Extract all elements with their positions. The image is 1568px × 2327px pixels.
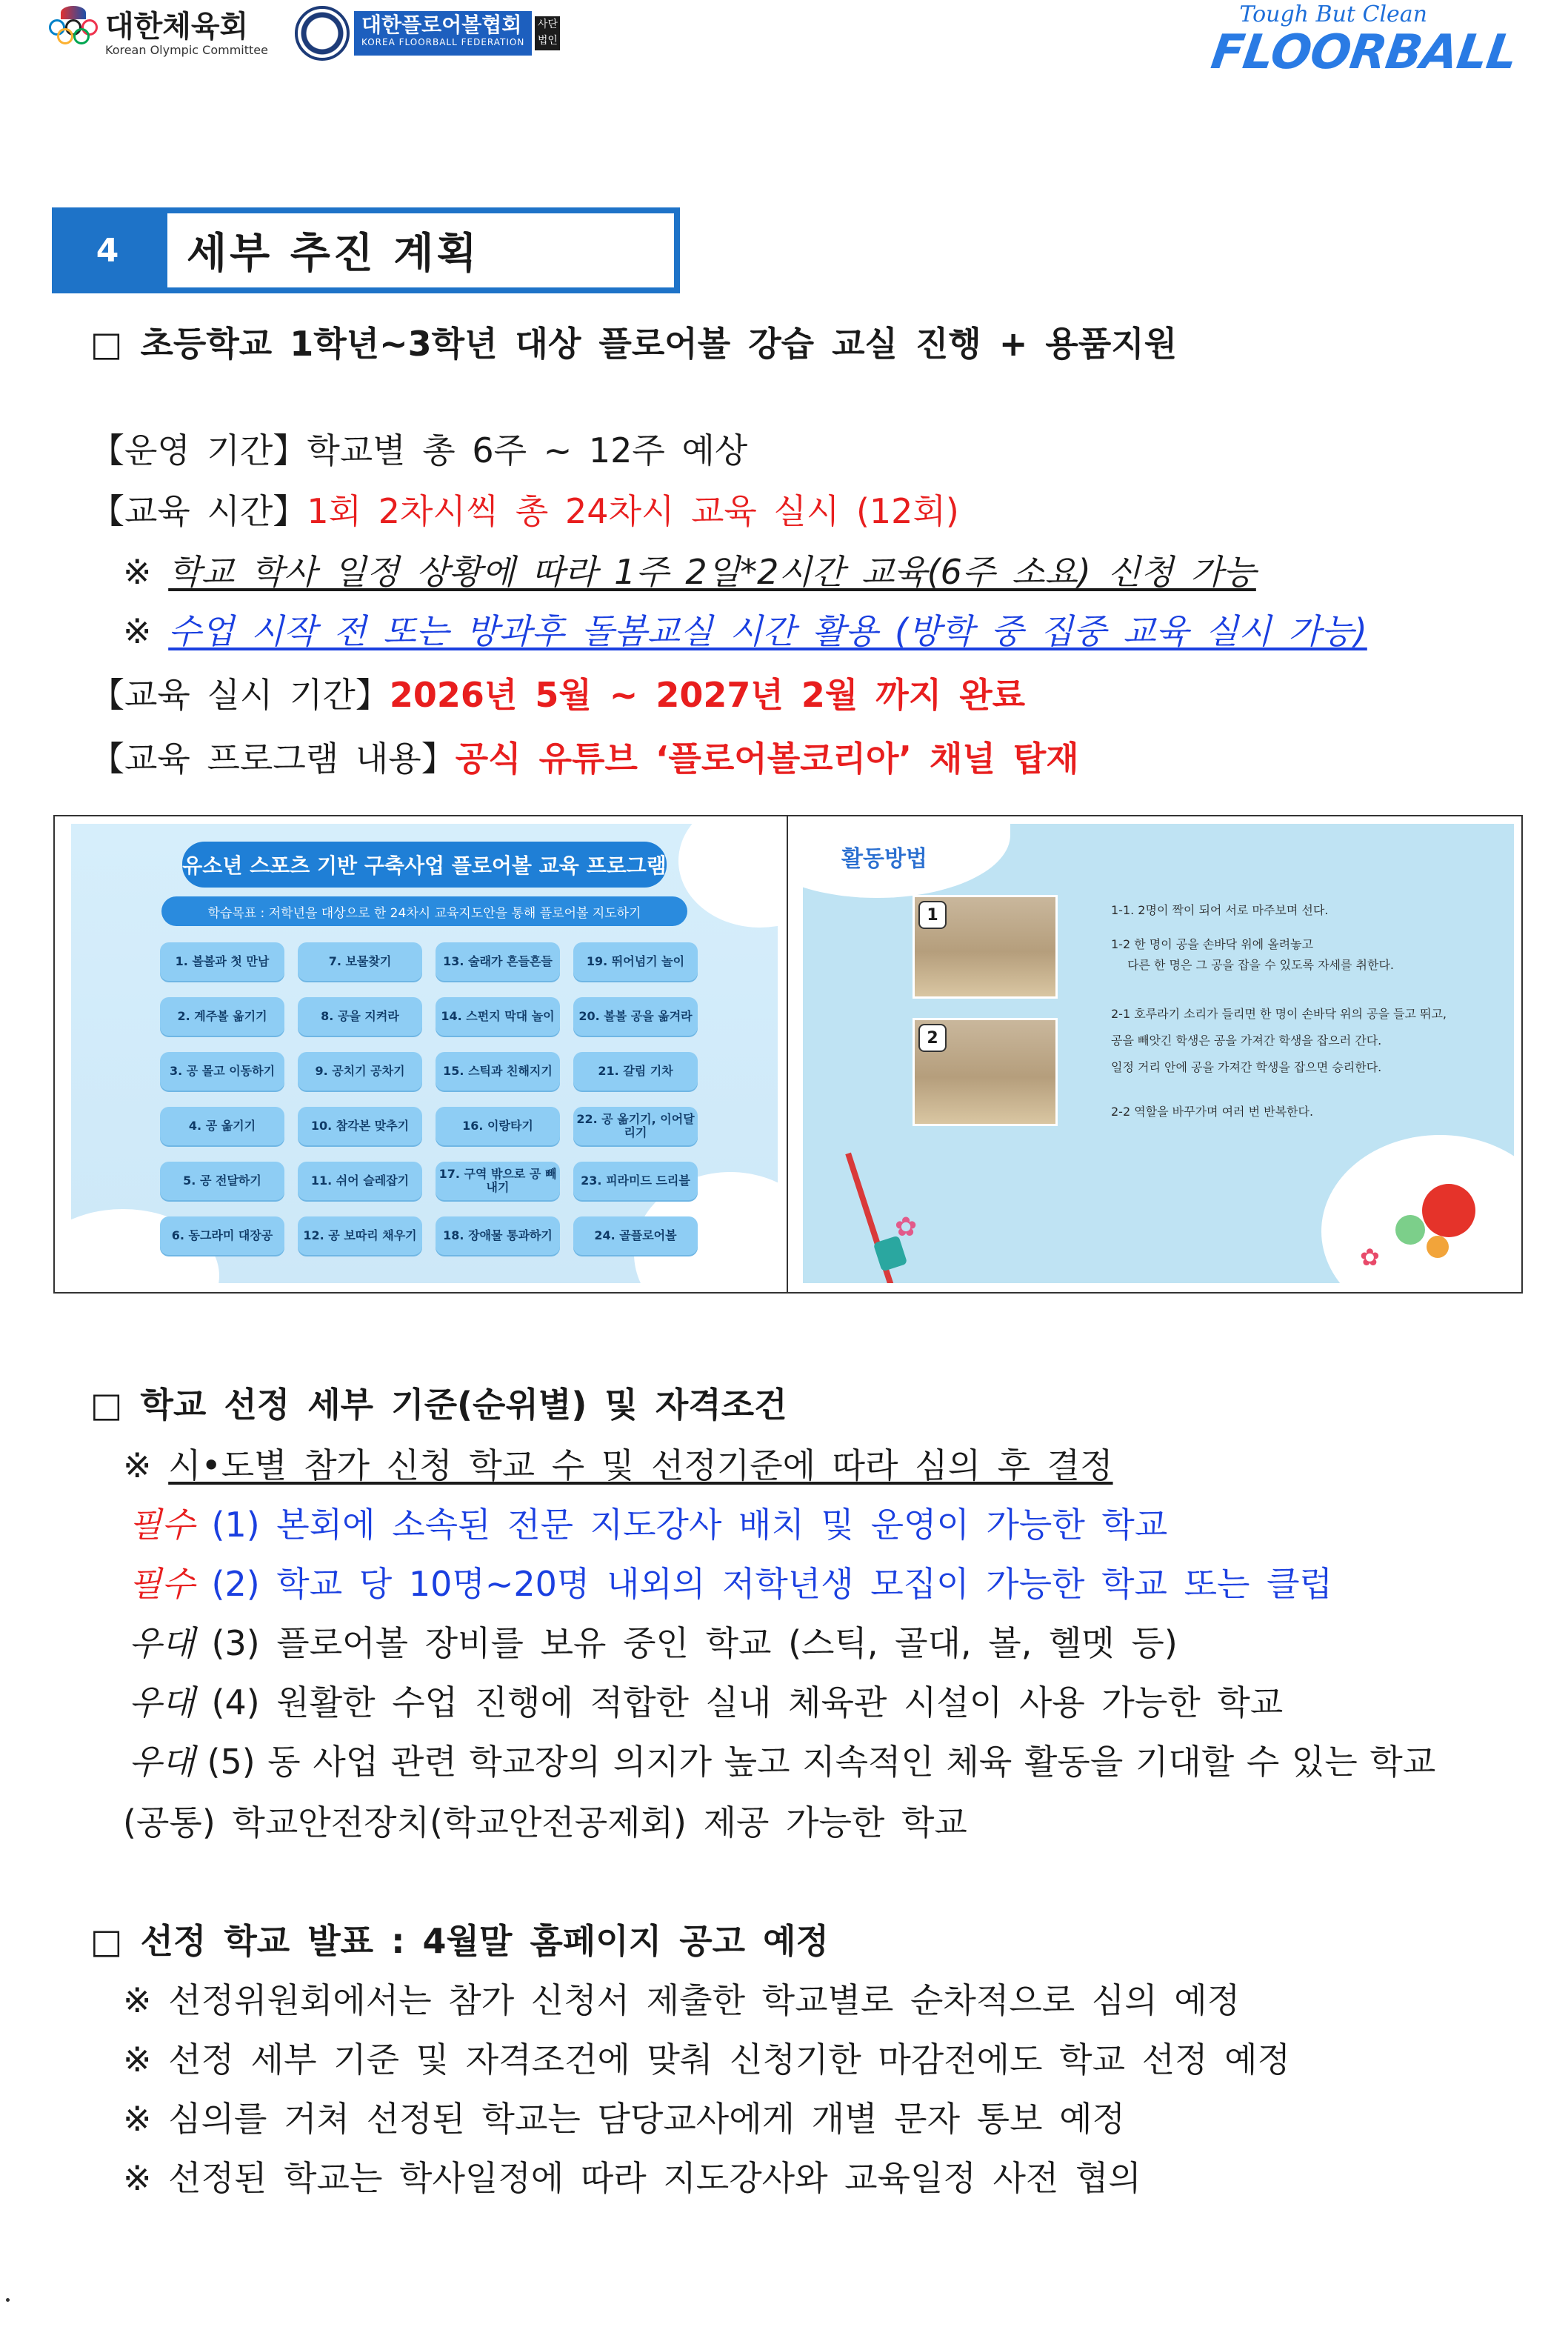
- koc-logo: [47, 10, 268, 58]
- flower-icon: ✿: [1360, 1243, 1380, 1271]
- criteria-text: 본회에 소속된 전문 지도강사 배치 및 운영이 가능한 학교: [276, 1505, 1168, 1545]
- note-mark: ※: [123, 552, 152, 592]
- criteria-tag: 필수: [129, 1564, 195, 1604]
- criteria-row-2: [129, 1563, 1332, 1605]
- step-badge-1: 1: [918, 901, 947, 929]
- lesson-cell: 11. 쉬어 슬레잡기: [298, 1162, 422, 1200]
- criteria-text: 동 사업 관련 학교장의 의지가 높고 지속적인 체육 활동을 기대할 수 있는 학교: [267, 1742, 1436, 1782]
- announce-note: ※ 심의를 거쳐 선정된 학교는 담당교사에게 개별 문자 통보 예정: [123, 2099, 1126, 2139]
- kff-logo: [295, 6, 560, 61]
- criteria-text: 플로어볼 장비를 보유 중인 학교 (스틱, 골대, 볼, 헬멧 등): [276, 1623, 1178, 1663]
- program-image-title: 유소년 스포츠 기반 구축사업 플로어볼 교육 프로그램: [182, 842, 667, 888]
- lesson-cell: 24. 골플로어볼: [573, 1216, 698, 1255]
- activity-image: [803, 824, 1514, 1283]
- lesson-cell: 7. 보물찾기: [298, 942, 422, 981]
- criteria-tag: 우대: [129, 1623, 195, 1663]
- kff-tag: 사단법인: [535, 16, 560, 50]
- lesson-cell: 19. 뛰어넘기 놀이: [573, 942, 698, 981]
- note1-row: [123, 551, 1256, 593]
- activity-line: 2-1 호루라기 소리가 들리면 한 명이 손바닥 위의 공을 들고 뛰고,: [1111, 1007, 1447, 1021]
- activity-line: 1-1. 2명이 짝이 되어 서로 마주보며 선다.: [1111, 903, 1329, 917]
- criteria-num: (5): [207, 1742, 256, 1782]
- green-ball-icon: [1395, 1215, 1425, 1245]
- content-label: 【교육 프로그램 내용】: [90, 739, 456, 779]
- time-value: 1회 2차시씩 총 24차시 교육 실시 (12회): [307, 491, 959, 531]
- lesson-cell: 3. 공 몰고 이동하기: [160, 1052, 284, 1091]
- criteria-text: 학교 당 10명~20명 내외의 저학년생 모집이 가능한 학교 또는 클럽: [276, 1564, 1332, 1604]
- lesson-cell: 1. 볼볼과 첫 만남: [160, 942, 284, 981]
- note1-text: 학교 학사 일정 상황에 따라 1주 2일*2시간 교육(6주 소요) 신청 가능: [168, 552, 1256, 592]
- floorball-brand: FLOORBALL: [1207, 25, 1521, 80]
- lesson-cell: 9. 공치기 공차기: [298, 1052, 422, 1091]
- note-mark: ※: [123, 1445, 152, 1485]
- lesson-cell: 13. 술래가 흔들흔들: [436, 942, 560, 981]
- lesson-cell: 18. 장애물 통과하기: [436, 1216, 560, 1255]
- criteria-common: (공통) 학교안전장치(학교안전공제회) 제공 가능한 학교: [123, 1802, 967, 1842]
- activity-line: 다른 한 명은 그 공을 잡을 수 있도록 자세를 취한다.: [1127, 958, 1394, 972]
- exec-row: [90, 674, 1025, 716]
- lesson-cell: 23. 피라미드 드리블: [573, 1162, 698, 1200]
- content-value: 공식 유튜브 ‘플로어볼코리아’ 채널 탑재: [455, 739, 1079, 779]
- koc-name-ko: 대한체육회: [105, 10, 249, 44]
- criteria-row-3: [129, 1622, 1178, 1664]
- exec-label: 【교육 실시 기간】: [90, 675, 390, 715]
- kff-name-ko: 대한플로어볼협회: [361, 13, 522, 37]
- lesson-cell: 15. 스틱과 친해지기: [436, 1052, 560, 1091]
- lesson-cell: 21. 갈림 기차: [573, 1052, 698, 1091]
- olympic-rings-icon: [47, 15, 99, 53]
- selection-note: 시•도별 참가 신청 학교 수 및 선정기준에 따라 심의 후 결정: [168, 1445, 1113, 1485]
- lesson-cell: 10. 참각본 맞추기: [298, 1107, 422, 1145]
- criteria-num: (3): [211, 1623, 260, 1663]
- period-row: [90, 430, 747, 471]
- orange-ball-icon: [1427, 1236, 1449, 1258]
- criteria-num: (2): [211, 1564, 260, 1604]
- announce-note: ※ 선정위원회에서는 참가 신청서 제출한 학교별로 순차적으로 심의 예정: [123, 1980, 1241, 2020]
- image-divider: [787, 815, 788, 1294]
- flower-icon: ✿: [895, 1212, 918, 1242]
- content-row: [90, 738, 1079, 779]
- announce-heading: □ 선정 학교 발표 : 4월말 홈페이지 공고 예정: [90, 1921, 829, 1961]
- note-mark: ※: [123, 611, 152, 651]
- note2-text: 수업 시작 전 또는 방과후 돌봄교실 시간 활용 (방학 중 집중 교육 실시 가능): [168, 611, 1367, 651]
- kff-seal-icon: [295, 6, 350, 61]
- announce-note: ※ 선정 세부 기준 및 자격조건에 맞춰 신청기한 마감전에도 학교 선정 예정: [123, 2040, 1291, 2080]
- program-image: [71, 824, 778, 1283]
- criteria-tag: 우대: [129, 1742, 195, 1782]
- lesson-cell: 14. 스펀지 막대 놀이: [436, 997, 560, 1036]
- period-value: 학교별 총 6주 ~ 12주 예상: [307, 430, 748, 470]
- activity-line: 1-2 한 명이 공을 손바닥 위에 올려놓고: [1111, 937, 1314, 951]
- step-badge-2: 2: [918, 1024, 947, 1052]
- program-image-goal: 학습목표 : 저학년을 대상으로 한 24차시 교육지도안을 통해 플로어볼 지도하기: [161, 896, 687, 926]
- criteria-text: 원활한 수업 진행에 적합한 실내 체육관 시설이 사용 가능한 학교: [276, 1682, 1284, 1722]
- criteria-num: (1): [211, 1505, 260, 1545]
- lesson-cell: 12. 공 보따리 채우기: [298, 1216, 422, 1255]
- criteria-num: (4): [211, 1682, 260, 1722]
- activity-line: 공을 빼앗긴 학생은 공을 가져간 학생을 잡으러 간다.: [1111, 1033, 1382, 1048]
- red-ball-icon: [1422, 1184, 1475, 1237]
- activity-line: 2-2 역할을 바꾸가며 여러 번 반복한다.: [1111, 1105, 1314, 1119]
- lesson-cell: 4. 공 옮기기: [160, 1107, 284, 1145]
- criteria-row-4: [129, 1682, 1283, 1723]
- activity-line: 일정 거리 안에 공을 가져간 학생을 잡으면 승리한다.: [1111, 1060, 1382, 1074]
- activity-title: 활동방법: [841, 846, 927, 872]
- exec-value: 2026년 5월 ~ 2027년 2월 까지 완료: [389, 675, 1026, 715]
- lesson-cell: 17. 구역 밖으로 공 빼내기: [436, 1162, 560, 1200]
- koc-name-en: Korean Olympic Committee: [105, 43, 268, 57]
- page-dot: [6, 2298, 10, 2302]
- note2-row: [123, 610, 1367, 652]
- lesson-cell: 2. 계주볼 옮기기: [160, 997, 284, 1036]
- lesson-cell: 8. 공을 지켜라: [298, 997, 422, 1036]
- program-heading: □ 초등학교 1학년~3학년 대상 플로어볼 강습 교실 진행 + 용품지원: [90, 324, 1178, 364]
- announce-note: ※ 선정된 학교는 학사일정에 따라 지도강사와 교육일정 사전 협의: [123, 2158, 1141, 2198]
- selection-heading: □ 학교 선정 세부 기준(순위별) 및 자격조건: [90, 1385, 787, 1425]
- time-label: 【교육 시간】: [90, 491, 307, 531]
- time-row: [90, 490, 959, 532]
- criteria-tag: 필수: [129, 1505, 195, 1545]
- lesson-cell: 20. 볼볼 공을 옮겨라: [573, 997, 698, 1036]
- criteria-row-5: [129, 1741, 1435, 1782]
- lesson-cell: 16. 이랑타기: [436, 1107, 560, 1145]
- section-title: 세부 추진 계획: [167, 213, 674, 287]
- criteria-tag: 우대: [129, 1682, 195, 1722]
- period-label: 【운영 기간】: [90, 430, 307, 470]
- selection-note-row: [123, 1445, 1113, 1486]
- lesson-cell: 22. 공 옮기기, 이어달리기: [573, 1107, 698, 1145]
- lesson-grid: [160, 942, 693, 1255]
- lesson-cell: 5. 공 전달하기: [160, 1162, 284, 1200]
- section-number: 4: [96, 231, 119, 270]
- lesson-cell: 6. 동그라미 대장공: [160, 1216, 284, 1255]
- tagline: Tough But Clean: [1239, 1, 1427, 27]
- kff-name-en: KOREA FLOORBALL FEDERATION: [361, 37, 525, 47]
- criteria-row-1: [129, 1504, 1167, 1545]
